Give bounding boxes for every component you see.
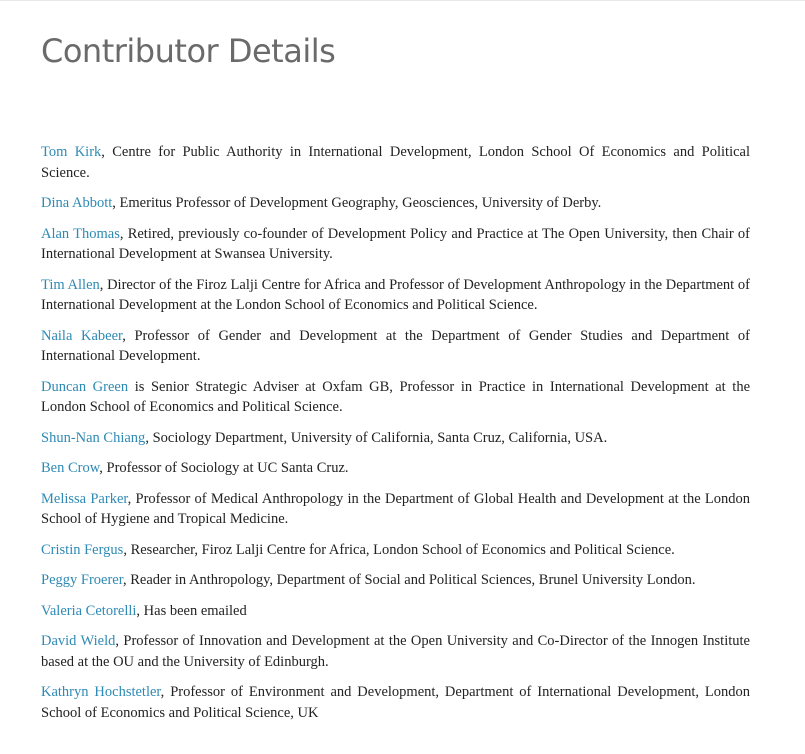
page-title: Contributor Details: [41, 32, 336, 70]
contributor-details: , Researcher, Firoz Lalji Centre for Africa, London School of Economics and Political Science.: [123, 541, 675, 558]
contributor-entry: [41, 326, 750, 367]
contributor-details: , Professor of Sociology at UC Santa Cruz.: [99, 460, 349, 476]
contributor-entry: [41, 428, 750, 449]
contributor-details: , Reader in Anthropology, Department of Social and Political Sciences, Brunel University London.: [122, 572, 696, 588]
contributor-name: Duncan Green: [41, 378, 129, 395]
contributor-name: Tom Kirk: [41, 144, 102, 160]
contributor-name: Valeria Cetorelli: [41, 602, 137, 619]
contributor-entry: [41, 601, 750, 622]
contributor-name: Kathryn Hochstetler: [41, 684, 161, 700]
contributor-details: , Has been emailed: [136, 602, 247, 619]
contributor-entry: [41, 377, 750, 418]
contributor-details: , Emeritus Professor of Development Geography, Geosciences, University of Derby.: [112, 195, 602, 211]
contributor-details: , Centre for Public Authority in International Development, London School Of Economics and Political Science.: [41, 144, 750, 181]
contributor-entry: [41, 458, 750, 479]
contributor-details: , Professor of Innovation and Development at the Open University and Co-Director of the Innogen Institute based at the OU and the University of Edinburgh.: [41, 633, 750, 670]
contributor-name: David Wield: [41, 633, 116, 649]
contributor-entry: [41, 193, 750, 214]
contributor-name: Naila Kabeer: [41, 327, 123, 344]
contributor-entry: [41, 682, 750, 723]
contributor-details: , Professor of Environment and Development, Department of International Development, London School of Economics and Political Science, UK: [41, 684, 750, 721]
contributor-name: Melissa Parker: [41, 490, 128, 507]
contributor-entry: [41, 142, 750, 183]
contributor-list: [41, 142, 750, 733]
contributor-name: Shun-Nan Chiang: [41, 429, 146, 446]
contributor-details: , Retired, previously co-founder of Development Policy and Practice at The Open University, then Chair of International Development at Swansea University.: [41, 225, 751, 262]
contributor-entry: [41, 631, 750, 672]
contributor-entry: [41, 540, 750, 561]
contributor-details: , Professor of Gender and Development at the Department of Gender Studies and Department of International Development.: [41, 327, 750, 364]
contributor-entry: [41, 489, 750, 530]
contributor-name: Ben Crow: [41, 460, 100, 476]
contributor-entry: [41, 224, 750, 265]
contributor-name: Tim Allen: [41, 276, 100, 293]
contributor-details: , Sociology Department, University of California, Santa Cruz, California, USA.: [145, 429, 608, 446]
contributor-name: Peggy Froerer: [41, 572, 123, 588]
contributor-entry: [41, 275, 750, 316]
contributor-details: , Director of the Firoz Lalji Centre for Africa and Professor of Development Anthropology in the Department of International Development at the London School of Economics and Political Science.: [41, 276, 750, 313]
contributor-entry: [41, 570, 750, 591]
contributor-details: , Professor of Medical Anthropology in the Department of Global Health and Development at the London School of Hygiene and Tropical Medicine.: [41, 490, 750, 527]
contributor-name: Alan Thomas: [41, 225, 120, 242]
contributor-name: Cristin Fergus: [41, 541, 124, 558]
contributor-details: is Senior Strategic Adviser at Oxfam GB, Professor in Practice in International Development at the London School of Economics and Political Science.: [41, 378, 751, 415]
contributor-name: Dina Abbott: [41, 195, 113, 211]
